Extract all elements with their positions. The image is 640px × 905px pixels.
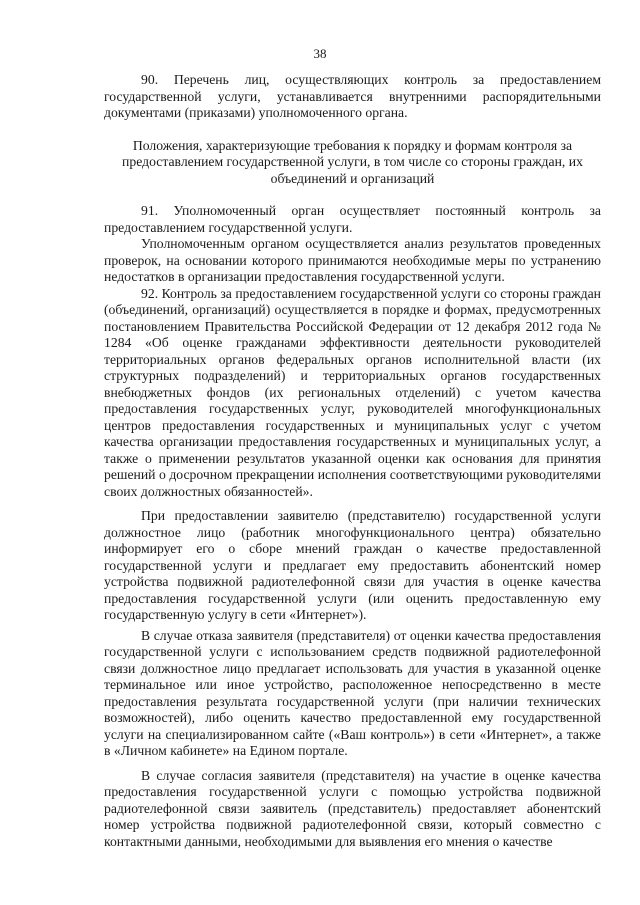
page-number: 38: [313, 46, 327, 61]
paragraph-92: 92. Контроль за предоставлением государственной услуги со стороны граждан (объединений, организаций) осуществляется в порядке и формах, предусмотренных постановлением Правительства Российской Федерации от 12 декабря 2012 года № 1284 «Об оценке гражданами эффективности деятельности руководителей территориальных органов федеральных органов исполнительной власти (их структурных подразделений) и территориальных органов государственных внебюджетных фондов (их региональных отделений) с учетом качества предоставления государственных услуг, руководителей многофункциональных центров предоставления государственных и муниципальных услуг с учетом качества организации предоставления государственных и муниципальных услуг, а также о применении результатов указанной оценки как основания для принятия решений о досрочном прекращении исполнения соответствующими руководителями своих должностных обязанностей».: [104, 285, 601, 499]
paragraph-91-analysis: Уполномоченным органом осуществляется анализ результатов проведенных проверок, на основании которого принимаются необходимые меры по устранению недостатков в организации предоставления государственной услуги.: [104, 236, 601, 284]
paragraph-refusal: В случае отказа заявителя (представителя) от оценки качества предоставления государственной услуги с использованием средств подвижной радиотелефонной связи должностное лицо предлагает использовать для участия в указанной оценке терминальное или иное устройство, расположенное непосредственно в месте предоставления результата государственной услуги (при наличии технических возможностей), либо оценить качество предоставленной ему государственной услуги на специализированном сайте («Ваш контроль») в сети «Интернет», а также в «Личном кабинете» на Едином портале.: [104, 627, 601, 758]
section-heading: Положения, характеризующие требования к порядку и формам контроля за предоставлением государственной услуги, в том числе со стороны граждан, их объединений и организаций: [122, 137, 583, 186]
paragraph-90: 90. Перечень лиц, осуществляющих контроль за предоставлением государственной услуги, устанавливается внутренними распорядительными документами (приказами) уполномоченного органа.: [104, 72, 601, 120]
paragraph-informing: При предоставлении заявителю (представителю) государственной услуги должностное лицо (работник многофункционального центра) обязательно информирует его о сборе мнений граждан о качестве предоставленной государственной услуги и предлагает ему предоставить абонентский номер устройства подвижной радиотелефонной связи для участия в оценке качества предоставления государственной услуги (или оценить предоставленную ему государственную услугу в сети «Интернет»).: [104, 508, 601, 622]
paragraph-91: 91. Уполномоченный орган осуществляет постоянный контроль за предоставлением государственной услуги.: [104, 203, 601, 235]
document-body: [104, 72, 601, 850]
paragraph-consent: В случае согласия заявителя (представителя) на участие в оценке качества предоставления государственной услуги с помощью устройства подвижной радиотелефонной связи заявитель (представитель) предоставляет абонентский номер устройства подвижной радиотелефонной связи, который совместно с контактными данными, необходимыми для выявления его мнения о качестве: [104, 767, 601, 849]
